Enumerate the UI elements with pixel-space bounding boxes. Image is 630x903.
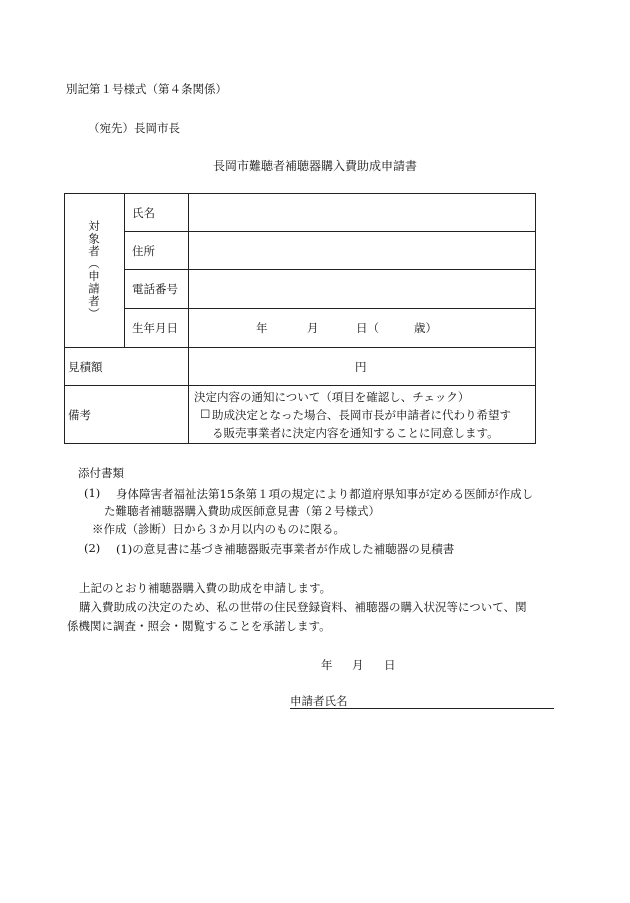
- address-label: 住所: [132, 243, 155, 258]
- table-rule: [124, 193, 125, 347]
- signature-label: 申請者氏名: [290, 694, 348, 708]
- attachment-2-text: (1)の意見書に基づき補聴器販売事業者が作成した補聴器の見積書: [116, 542, 455, 556]
- birthdate-day[interactable]: 日（: [356, 321, 379, 335]
- addressee: （宛先）長岡市長: [88, 121, 180, 135]
- signature-line[interactable]: [290, 708, 554, 709]
- remarks-consent-text-cont: る販売事業者に決定内容を通知することに同意します。: [212, 426, 499, 440]
- address-field[interactable]: [192, 232, 532, 269]
- applicant-group-label: 対象者（申請者）: [87, 220, 101, 320]
- attachment-1-note: ※作成（診断）日から３か月以内のものに限る。: [92, 522, 345, 536]
- attachment-1-text: 身体障害者福祉法第15条第１項の規定により都道府県知事が定める医師が作成し: [116, 487, 534, 501]
- date-month[interactable]: 月: [352, 658, 364, 672]
- birthdate-month[interactable]: 月: [307, 321, 319, 335]
- date-day[interactable]: 日: [384, 658, 396, 672]
- age[interactable]: 歳）: [414, 321, 437, 335]
- remarks-consent-checkbox[interactable]: ☐: [200, 407, 211, 421]
- table-rule: [124, 308, 535, 309]
- table-rule: [64, 347, 535, 348]
- form-number-label: 別記第１号様式（第４条関係）: [66, 82, 227, 96]
- consent-statement-cont: 係機関に調査・照会・閲覧することを承諾します。: [67, 619, 331, 633]
- document-title: 長岡市難聴者補聴器購入費助成申請書: [212, 159, 417, 173]
- estimate-label: 見積額: [68, 359, 103, 374]
- name-label: 氏名: [132, 205, 155, 220]
- remarks-consent-text: 助成決定となった場合、長岡市長が申請者に代わり希望す: [212, 408, 511, 422]
- consent-statement: 購入費助成の決定のため、私の世帯の住民登録資料、補聴器の購入状況等について、関: [79, 600, 527, 614]
- remarks-notice-heading: 決定内容の通知について（項目を確認し、チェック）: [194, 390, 470, 404]
- table-rule: [188, 193, 189, 444]
- table-rule: [64, 385, 535, 386]
- phone-field[interactable]: [192, 270, 532, 308]
- remarks-label: 備考: [68, 407, 91, 422]
- estimate-unit[interactable]: 円: [355, 359, 367, 374]
- birthdate-label: 生年月日: [132, 321, 178, 335]
- name-field[interactable]: [192, 194, 532, 231]
- phone-label: 電話番号: [132, 282, 178, 296]
- date-year[interactable]: 年: [321, 658, 333, 672]
- attachment-1-number: (1): [84, 486, 101, 500]
- attachment-1-text-cont: た難聴者補聴器購入費助成医師意見書（第２号様式）: [104, 504, 380, 518]
- attachment-2-number: (2): [84, 541, 101, 555]
- table-border-bottom: [64, 443, 535, 444]
- application-statement: 上記のとおり補聴器購入費の助成を申請します。: [79, 581, 332, 595]
- table-border-right: [535, 193, 536, 444]
- birthdate-year[interactable]: 年: [256, 321, 268, 335]
- attachments-heading: 添付書類: [78, 466, 124, 480]
